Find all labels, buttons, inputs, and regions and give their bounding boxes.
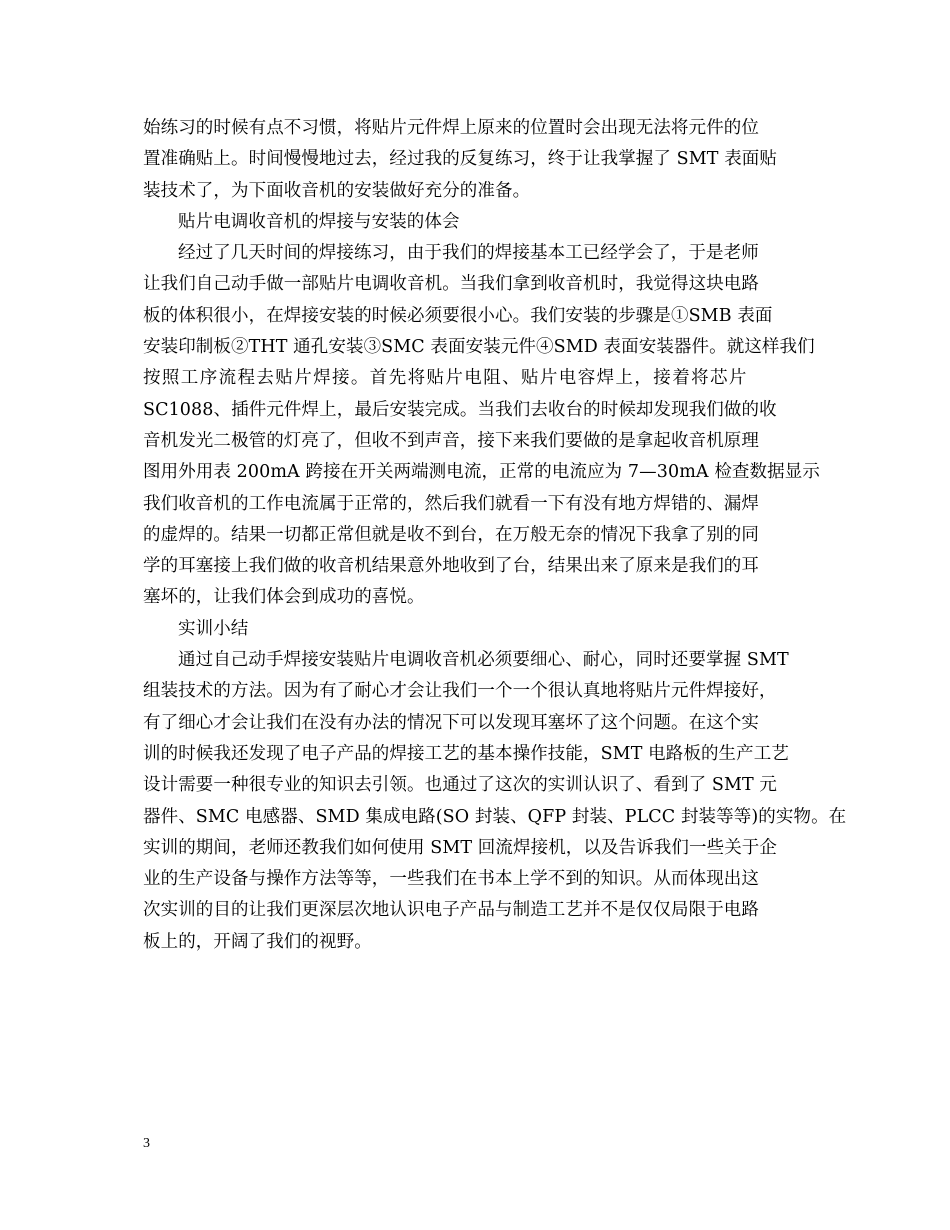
text-line: 安装印制板②THT 通孔安装③SMC 表面安装元件④SMD 表面安装器件。就这样我们 xyxy=(143,337,815,358)
text-line: 塞坏的，让我们体会到成功的喜悦。 xyxy=(143,587,425,608)
text-line: 板的体积很小，在焊接安装的时候必须要很小心。我们安装的步骤是①SMB 表面 xyxy=(143,305,773,326)
text-line: 音机发光二极管的灯亮了，但收不到声音，接下来我们要做的是拿起收音机原理 xyxy=(143,430,759,451)
text-line: 实训小结 xyxy=(178,618,249,639)
text-line: 通过自己动手焊接安装贴片电调收音机必须要细心、耐心，同时还要掌握 SMT xyxy=(178,650,789,671)
page-content xyxy=(143,113,847,958)
text-line: 按照工序流程去贴片焊接。首先将贴片电阻、贴片电容焊上，接着将芯片 xyxy=(143,368,748,389)
text-line: 板上的，开阔了我们的视野。 xyxy=(143,931,372,952)
text-line: SC1088、插件元件焊上，最后安装完成。当我们去收台的时候却发现我们做的收 xyxy=(143,399,777,420)
text-line: 训的时候我还发现了电子产品的焊接工艺的基本操作技能，SMT 电路板的生产工艺 xyxy=(143,743,789,764)
text-line: 器件、SMC 电感器、SMD 集成电路(SO 封装、QFP 封装、PLCC 封装等等)的实物。在 xyxy=(143,806,847,827)
text-line: 的虚焊的。结果一切都正常但就是收不到台，在万般无奈的情况下我拿了别的同 xyxy=(143,524,759,545)
text-line: 置准确贴上。时间慢慢地过去，经过我的反复练习，终于让我掌握了 SMT 表面贴 xyxy=(143,149,778,170)
text-line: 我们收音机的工作电流属于正常的，然后我们就看一下有没有地方焊错的、漏焊 xyxy=(143,493,759,514)
text-line: 贴片电调收音机的焊接与安装的体会 xyxy=(178,211,460,232)
paragraph-training-summary xyxy=(143,645,847,958)
text-line: 业的生产设备与操作方法等等，一些我们在书本上学不到的知识。从而体现出这 xyxy=(143,869,759,890)
text-line: 实训的期间，老师还教我们如何使用 SMT 回流焊接机，以及告诉我们一些关于企 xyxy=(143,837,778,858)
text-line: 始练习的时候有点不习惯，将贴片元件焊上原来的位置时会出现无法将元件的位 xyxy=(143,118,759,138)
text-line: 图用外用表 200mA 跨接在开关两端测电流，正常的电流应为 7—30mA 检查数据显示 xyxy=(143,462,820,483)
text-line: 让我们自己动手做一部贴片电调收音机。当我们拿到收音机时，我觉得这块电路 xyxy=(143,274,759,295)
text-line: 装技术了，为下面收音机的安装做好充分的准备。 xyxy=(143,180,531,201)
section-heading-assembly xyxy=(143,207,815,238)
text-line: 次实训的目的让我们更深层次地认识电子产品与制造工艺并不是仅仅局限于电路 xyxy=(143,900,759,921)
section-heading-summary xyxy=(143,614,815,645)
text-line: 有了细心才会让我们在没有办法的情况下可以发现耳塞坏了这个问题。在这个实 xyxy=(143,712,759,733)
text-line: 学的耳塞接上我们做的收音机结果意外地收到了台，结果出来了原来是我们的耳 xyxy=(143,556,759,577)
text-line: 设计需要一种很专业的知识去引领。也通过了这次的实训认识了、看到了 SMT 元 xyxy=(143,775,778,796)
text-line: 组装技术的方法。因为有了耐心才会让我们一个一个很认真地将贴片元件焊接好， xyxy=(143,681,777,702)
text-line: 经过了几天时间的焊接练习，由于我们的焊接基本工已经学会了，于是老师 xyxy=(178,243,759,264)
paragraph-assembly-experience xyxy=(143,238,820,614)
paragraph-continued xyxy=(143,113,815,207)
page-number: 3 xyxy=(143,1136,150,1151)
